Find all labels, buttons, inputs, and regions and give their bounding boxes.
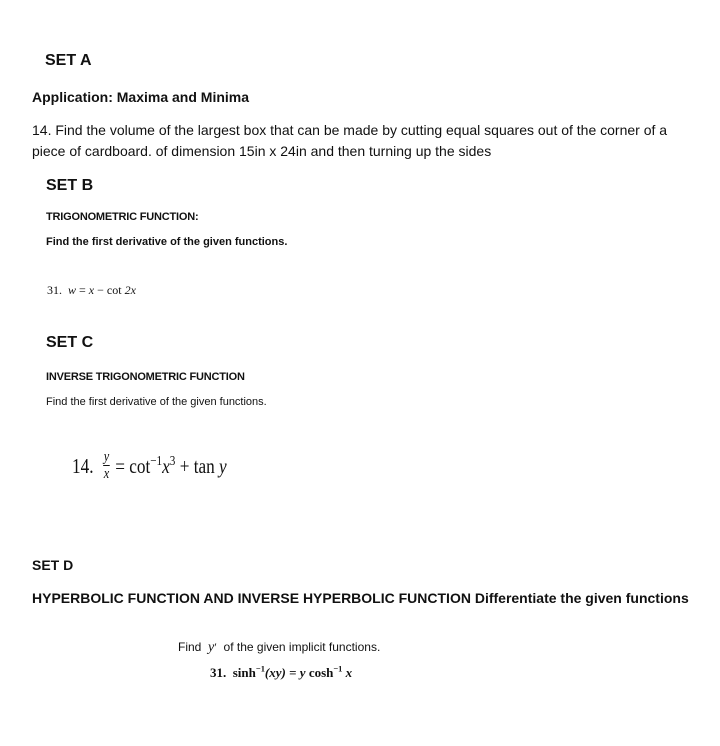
- set-c-eq-cot: cot: [129, 454, 151, 479]
- set-b-eq-minus: −: [97, 283, 104, 297]
- set-d-eq-arg: (xy): [264, 665, 286, 680]
- set-c-frac-denominator: x: [103, 466, 110, 482]
- set-c-eq-inverse: −1: [150, 453, 163, 469]
- set-c-instruction: Find the first derivative of the given functions.: [46, 396, 267, 408]
- set-c-problem-number: 14.: [72, 454, 94, 479]
- set-b-instruction: Find the first derivative of the given functions.: [46, 236, 288, 248]
- set-c-fraction: [103, 450, 110, 483]
- set-d-eq-inverse-2: −1: [333, 663, 343, 674]
- set-b-eq-cot: cot: [106, 283, 122, 297]
- set-d-eq-x: x: [345, 665, 353, 680]
- set-a-problem-line-2: piece of cardboard. of dimension 15in x 24in and then turning up the sides: [32, 143, 492, 159]
- set-d-equation: [210, 665, 352, 681]
- set-c-eq-power: 3: [169, 453, 176, 469]
- set-d-instruction-rest: of the given implicit functions.: [223, 640, 381, 654]
- set-c-equation: [72, 449, 227, 485]
- set-c-eq-equals: =: [115, 454, 125, 479]
- set-d-problem-number: 31.: [210, 665, 227, 680]
- set-d-heading: SET D: [32, 557, 74, 573]
- set-a-subheading: Application: Maxima and Minima: [32, 89, 250, 105]
- set-d-instruction-prime: ′: [214, 640, 217, 654]
- set-b-eq-arg: 2x: [124, 283, 136, 297]
- set-b-eq-x: x: [88, 283, 95, 297]
- set-c-eq-plus: +: [179, 454, 190, 479]
- set-b-eq-lhs: w: [68, 283, 77, 297]
- set-b-topic: TRIGONOMETRIC FUNCTION:: [46, 211, 199, 223]
- set-a-problem-line-1: 14. Find the volume of the largest box that can be made by cutting equal squares out of the corner of a: [32, 122, 668, 138]
- set-c-topic: INVERSE TRIGONOMETRIC FUNCTION: [46, 371, 245, 383]
- set-d-topic: HYPERBOLIC FUNCTION AND INVERSE HYPERBOLIC FUNCTION Differentiate the given functions: [32, 590, 689, 606]
- set-a-heading: SET A: [45, 52, 92, 69]
- set-b-eq-equals: =: [79, 283, 86, 297]
- set-c-eq-tan: tan: [193, 454, 215, 479]
- set-c-frac-numerator: y: [103, 449, 110, 465]
- set-d-eq-y: y: [299, 665, 306, 680]
- set-d-eq-cosh: cosh: [308, 665, 334, 680]
- set-b-problem-number: 31.: [47, 283, 62, 297]
- set-d-eq-sinh: sinh: [232, 665, 256, 680]
- set-d-instruction-find: Find: [178, 640, 202, 654]
- set-d-eq-inverse: −1: [255, 663, 265, 674]
- set-b-heading: SET B: [46, 177, 94, 194]
- set-c-heading: SET C: [46, 334, 94, 351]
- set-c-eq-y: y: [219, 454, 227, 479]
- set-d-instruction: [178, 640, 380, 656]
- set-d-eq-equals: =: [289, 665, 297, 680]
- set-b-equation: [47, 283, 136, 298]
- set-d-instruction-y: y: [208, 640, 215, 655]
- set-c-eq-x: x: [162, 454, 170, 479]
